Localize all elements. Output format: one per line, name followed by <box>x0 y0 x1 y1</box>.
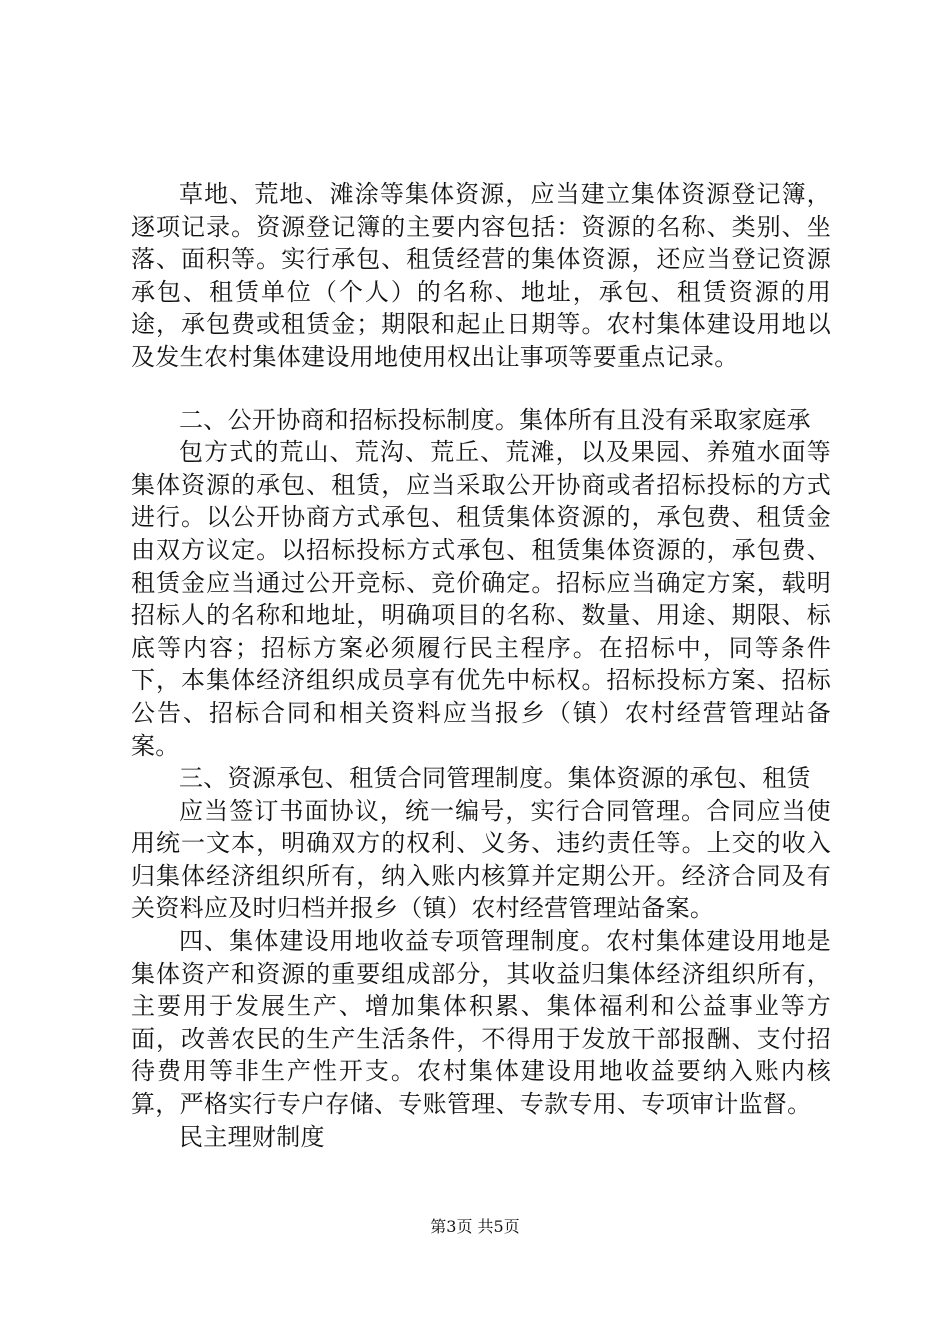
paragraph-section-2-heading: 二、公开协商和招标投标制度。集体所有且没有采取家庭承 <box>179 405 811 434</box>
paragraph-democratic-finance-heading: 民主理财制度 <box>179 1122 325 1151</box>
document-body <box>131 178 831 1153</box>
paragraph-section-4: 四、集体建设用地收益专项管理制度。农村集体建设用地是集体资产和资源的重要组成部分，其收益归集体经济组织所有，主要用于发展生产、增加集体积累、集体福利和公益事业等方面，改善农民的生产生活条件，不得用于发放干部报酬、支付招待费用等非生产性开支。农村集体建设用地收益要纳入账内核算，严格实行专户存储、专账管理、专款专用、专项审计监督。 <box>131 927 831 1119</box>
paragraph-section-3-body: 应当签订书面协议，统一编号，实行合同管理。合同应当使用统一文本，明确双方的权利、义务、违约责任等。上交的收入归集体经济组织所有，纳入账内核算并定期公开。经济合同及有关资料应及时归档并报乡（镇）农村经营管理站备案。 <box>131 796 831 923</box>
paragraph-resource-register: 草地、荒地、滩涂等集体资源，应当建立集体资源登记簿，逐项记录。资源登记簿的主要内容包括：资源的名称、类别、坐落、面积等。实行承包、租赁经营的集体资源，还应当登记资源承包、租赁单位（个人）的名称、地址，承包、租赁资源的用途，承包费或租赁金；期限和起止日期等。农村集体建设用地以及发生农村集体建设用地使用权出让事项等要重点记录。 <box>131 180 831 371</box>
page-number-footer: 第3页 共5页 <box>430 1217 520 1236</box>
paragraph-section-3-heading: 三、资源承包、租赁合同管理制度。集体资源的承包、租赁 <box>179 764 811 793</box>
paragraph-section-2-body: 包方式的荒山、荒沟、荒丘、荒滩，以及果园、养殖水面等集体资源的承包、租赁，应当采取公开协商或者招标投标的方式进行。以公开协商方式承包、租赁集体资源的，承包费、租赁金由双方议定。以招标投标方式承包、租赁集体资源的，承包费、租赁金应当通过公开竞标、竞价确定。招标应当确定方案，载明招标人的名称和地址，明确项目的名称、数量、用途、期限、标底等内容；招标方案必须履行民主程序。在招标中，同等条件下，本集体经济组织成员享有优先中标权。招标投标方案、招标公告、招标合同和相关资料应当报乡（镇）农村经营管理站备案。 <box>131 438 831 760</box>
